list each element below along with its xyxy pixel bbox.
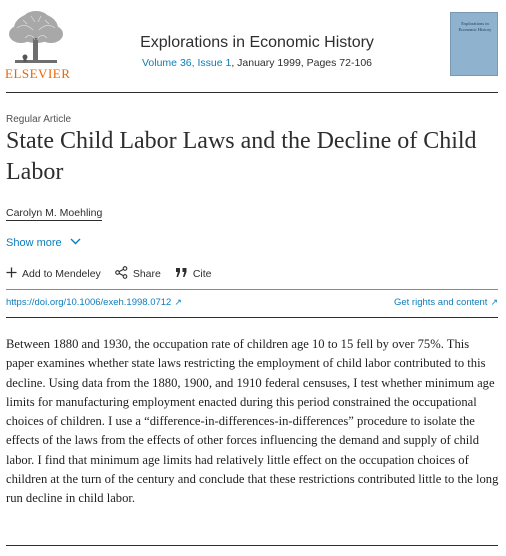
external-link-icon: ↗ — [490, 297, 498, 307]
links-divider — [6, 317, 498, 318]
doi-link[interactable] — [6, 297, 182, 308]
actions-divider — [6, 289, 498, 290]
plus-icon — [6, 267, 17, 281]
show-more-label: Show more — [6, 237, 62, 249]
show-more-button[interactable] — [6, 236, 81, 249]
cite-button[interactable] — [175, 267, 212, 281]
quote-icon — [175, 267, 188, 281]
add-to-mendeley-button[interactable] — [6, 267, 101, 281]
author-link[interactable]: Carolyn M. Moehling — [6, 207, 103, 219]
article-title: State Child Labor Laws and the Decline of Child Labor — [6, 128, 477, 185]
abstract-text: Between 1880 and 1930, the occupation rate of children age 10 to 15 fell by over 75%. This paper examines whether state laws restricting the employment of child labor contributed to this decline. Using data from the 1880, 1900, and 1910 federal censuses, I test whether minimum age limits for manufacturing employment enacted during this period constrained the occupational choices of children. I use a “difference-in-differences-in-differences” procedure to isolate the effects of the laws from the effects of other forces influencing the demand and supply of child labor. I find that minimum age limits had relatively little effect on the occupation choices of children at the turn of the century and conclude that these restrictions contributed little to the long run decline in child labor. — [6, 337, 499, 506]
elsevier-wordmark: ELSEVIER — [5, 66, 71, 81]
rights-and-content-link[interactable] — [394, 297, 498, 308]
issue-date-pages: , January 1999, Pages 72-106 — [231, 57, 372, 69]
elsevier-logo[interactable] — [5, 10, 71, 82]
journal-cover-thumbnail[interactable] — [450, 12, 498, 76]
rights-text: Get rights and content — [393, 297, 488, 308]
volume-issue-link[interactable]: Volume 36, Issue 1 — [142, 57, 232, 69]
chevron-down-icon — [70, 236, 81, 248]
abstract-divider — [6, 545, 498, 546]
journal-title[interactable]: Explorations in Economic History — [140, 34, 374, 51]
doi-text: https://doi.org/10.1006/exeh.1998.0712 — [6, 297, 172, 308]
cover-title-text: Explorations in Economic History — [458, 21, 492, 32]
external-link-icon: ↗ — [174, 297, 182, 307]
journal-issue-info — [96, 57, 418, 69]
share-label: Share — [132, 268, 161, 280]
add-to-mendeley-label: Add to Mendeley — [22, 268, 101, 280]
article-actions — [6, 266, 226, 282]
tree-logo-icon — [5, 10, 67, 66]
journal-header — [0, 0, 506, 92]
header-divider — [6, 92, 498, 93]
share-icon — [115, 266, 128, 282]
share-button[interactable] — [115, 266, 161, 282]
cite-label: Cite — [192, 268, 212, 280]
article-type: Regular Article — [6, 114, 72, 125]
